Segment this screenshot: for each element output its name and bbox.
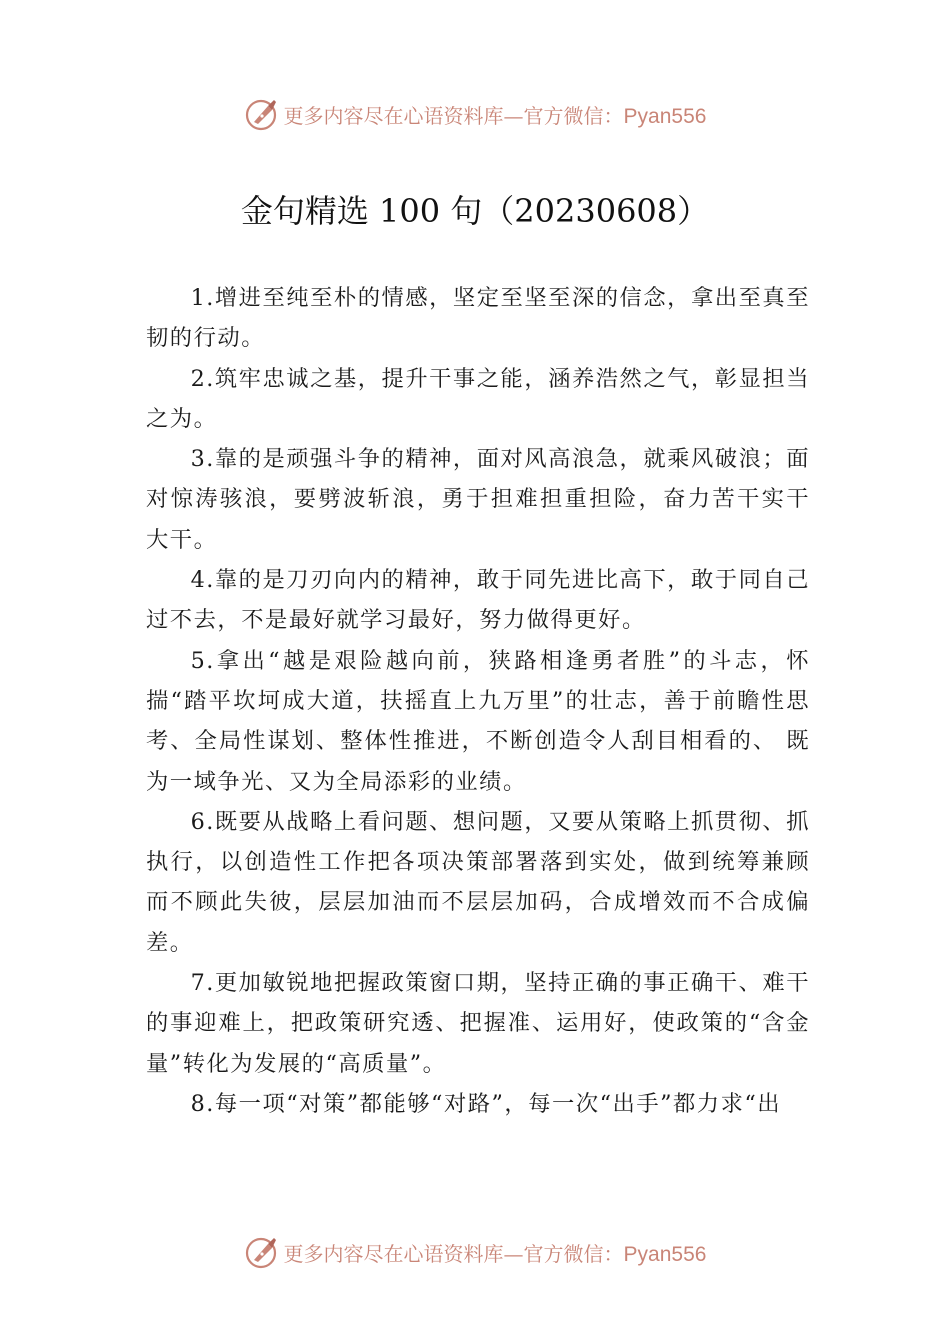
- document-title: 金句精选 100 句（20230608）: [240, 192, 710, 230]
- pen-nib-circle-icon: [244, 1234, 280, 1270]
- header-banner: [0, 94, 950, 134]
- header-banner-text: [284, 100, 707, 129]
- header-banner-label: 更多内容尽在心语资料库—官方微信：: [283, 103, 624, 128]
- footer-banner-label: 更多内容尽在心语资料库—官方微信：: [283, 1241, 624, 1266]
- paragraph-4: 4.靠的是刀刃向内的精神，敢于同先进比高下，敢于同自己过不去，不是最好就学习最好，努力做得更好。: [146, 567, 810, 634]
- paragraph-3: 3.靠的是顽强斗争的精神，面对风高浪急，就乘风破浪；面对惊涛骇浪，要劈波斩浪，勇于担难担重担险，奋力苦干实干大干。: [146, 446, 810, 553]
- footer-banner-text: [284, 1238, 707, 1267]
- paragraph-5: 5.拿出“越是艰险越向前，狭路相逢勇者胜”的斗志，怀揣“踏平坎坷成大道，扶摇直上九万里”的壮志，善于前瞻性思考、全局性谋划、整体性推进，不断创造令人刮目相看的、 既为一域争光、又为全局添彩的业绩。: [146, 647, 810, 795]
- paragraph-6: 6.既要从战略上看问题、想问题，又要从策略上抓贯彻、抓执行，以创造性工作把各项决策部署落到实处，做到统筹兼顾而不顾此失彼，层层加油而不层层加码，合成增效而不合成偏差。: [146, 808, 810, 956]
- footer-wechat-id: Pyan556: [623, 1242, 707, 1266]
- paragraph-2: 2.筑牢忠诚之基，提升干事之能，涵养浩然之气，彰显担当之为。: [146, 365, 810, 432]
- document-body: [146, 278, 810, 1124]
- pen-nib-circle-icon: [244, 96, 280, 132]
- header-wechat-id: Pyan556: [623, 104, 707, 128]
- paragraph-8: 8.每一项“对策”都能够“对路”，每一次“出手”都力求“出: [190, 1090, 782, 1117]
- paragraph-1: 1.增进至纯至朴的情感，坚定至坚至深的信念，拿出至真至韧的行动。: [146, 285, 810, 352]
- paragraph-7: 7.更加敏锐地把握政策窗口期，坚持正确的事正确干、难干的事迎难上，把政策研究透、把握准、运用好，使政策的“含金量”转化为发展的“高质量”。: [146, 970, 810, 1077]
- footer-banner: [0, 1232, 950, 1272]
